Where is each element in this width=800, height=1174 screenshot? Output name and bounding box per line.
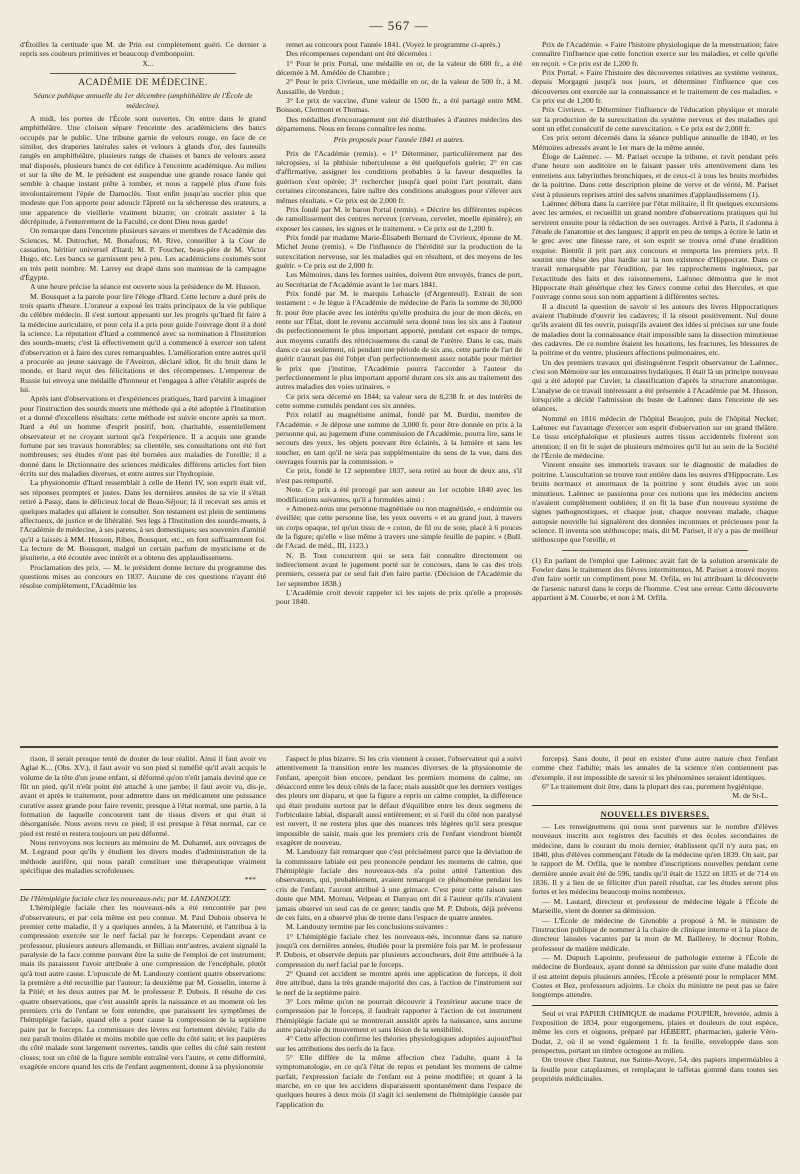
paragraph: 2° Quand cet accident se montre après une application de forceps, il doit être attribué, dans la très grande majorité des cas, à l'action de l'instrument sur le nerf de la septième paire. [276, 968, 522, 997]
column-2 [276, 40, 522, 740]
paragraph: Des récompenses cependant ont été décernées : [286, 49, 432, 59]
paragraph: d'Étoilles la certitude que M. de Prin est complètement guéri. Ce dernier a repris ses couleurs primitives et beaucoup d'embonpoint. [20, 40, 266, 59]
paragraph: Ces prix seront décernés dans la séance publique annuelle de 1840, et les Mémoires adressés avant le 1er mars de la même année. [532, 133, 778, 152]
paragraph: Prix Portal. « Faire l'histoire des découvertes relatives au système veineux, depuis Morgagni jusqu'à nos jours, et déterminer l'influence que ces découvertes ont exercée sur la connaissance et le traitement de ces maladies. » Ce prix est de 1,200 fr. [532, 68, 778, 106]
divider [562, 550, 748, 551]
column-3 [532, 40, 778, 740]
prize-list [276, 149, 522, 607]
column-3-body [532, 40, 778, 545]
top-columns [20, 40, 778, 740]
column-1-body [20, 114, 266, 591]
news-heading: NOUVELLES DIVERSES. [600, 808, 710, 819]
divider [50, 73, 236, 74]
ad-text: On trouve chez l'auteur, rue Sainte-Avoye, 54, des papiers imperméables à la feuille pour cataplasmes, et remplaçant le taffetas gommé dans toutes ses propriétés médicinales. [532, 1055, 778, 1083]
column-4 [20, 754, 266, 1174]
paragraph: 4° Cette affection confirme les théories physiologiques adoptées aujourd'hui sur les attributions des nerfs de la face. [276, 1034, 522, 1053]
column-2-body [276, 40, 522, 133]
paragraph: A midi, les portes de l'École sont ouvertes. On entre dans le grand amphithéâtre. Une cloison sépare l'enceinte des académiciens des bancs occupés par le public. Une tribune garnie de velours rouge, en face de ce similor, des draperies latérales sales et velours à glands d'or, des fauteuils rangés en amphithéâtre, plusieurs rangs de chaises et bancs de velours assez mal disposés, plusieurs bancs de cet édifice à l'enceinte académique. Au milieu et sur la tête de M. le président est suspendue une grande rosace fanée qui semble à chaque instant prête à tomber, et nous a rappelé plus d'une fois involontairement l'épée de Damoclès. Tout enfin jusqu'au sucrier plus que modeste que l'on apporte pour adoucir l'âpreté ou la sécheresse des orateurs, a une apparence de vieillerie vraiment bizarre; on croirait assister à la décrépitude, à l'enterrement de la Faculté, ce dont Dieu nous garde! [20, 114, 266, 226]
paragraph: Vinrent ensuite ses immortels travaux sur le diagnostic de maladies de poitrine. L'auscultation se trouve tout entière dans les œuvres d'Hippocrate. Les bruits normaux et anormaux de la poitrine y sont étudiés avec un soin minutieux. Laënnec se passionna pour ces notions que les médecins anciens n'avaient complètement oubliées; il en fit la base d'un nouveau système de signes pathognostiques, et chaque jour, chaque nouveau malade, chaque autopsie nouvelle lui signalèrent des données inconnues et précieuses pour la science. Il inventa son stéthoscope; mais, dit M. Pariset, il n'y a pas de meilleur stéthoscope que l'oreille, et [532, 460, 778, 545]
footnote: (1) En parlant de l'emploi que Laënnec avait fait de la solution arsenicale de Fowler dans le traitement des fièvres intermittentes, M. Pariset a trouvé moyen d'en faire sortir un compliment pour M. Orfila, en lui attribuant la découverte de l'arsenic naturel dans le corps de l'homme. C'est une erreur. Cette découverte appartient à M. Couerbe, et non à M. Orfila. [532, 555, 778, 602]
paragraph: 1° Pour le prix Portal, une médaille en or, de la valeur de 600 fr., a été décernée à M. Amédée de Chambre ; [276, 58, 522, 78]
paragraph: L'Académie croit devoir rappeler ici les sujets de prix qu'elle a proposés pour 1840. [276, 587, 522, 607]
paragraph: M. Landouzy termine par les conclusions suivantes : [286, 922, 448, 932]
advertisement [532, 1005, 778, 1084]
paragraph: Prix fondé par M. le baron Portal (remis). « Décrire les différentes espèces de ramollissement des centres nerveux (cerveau, cervelet, moelle épinière); en exposer les causes, les signes et le traitement. » Ce prix est de 1,200 fr. [276, 204, 522, 233]
paragraph: La physionomie d'Itard ressemblait à celle de Henri IV, son esprit était vif, ses réponses promptes et justes. Dans les dernières années de sa vie il s'était retiré à Passy, dans le délicieux local de Beau-Séjour; là il recevait ses amis et quelques malades qui allaient le consulter. Son testament est plein de sentimens affectueux, de justice et de libéralité. Ses legs à l'Institution des sourds-muets, à l'Académie de médecine, à ses parens, à ses domestiques; ses souvenirs d'amitié qu'il a laissés à MM. Husson, Ribes, Bousquet, etc., en font suffisamment foi. La lecture de M. Bousquet, malgré un certain parfum de mysticisme et de jésuiterie, a été écoutée avec intérêt et a obtenu des applaudissemens. [20, 478, 266, 563]
paragraph: 5° Elle diffère de la même affection chez l'adulte, quant à la symptomatologie, en ce qu'à l'état de repos et pendant les momens de calme parfait, l'expression faciale de l'enfant est à peine modifiée; et quant à la marche, en ce que les accidens disparaissent spontanément dans l'espace de quelques heures à deux mois (il s'agit ici seulement de l'hémiplégie causée par l'application du [276, 1053, 522, 1109]
paragraph: Ce prix, fondé le 12 septembre 1837, sera retiré au bout de deux ans, s'il n'est pas remporté. [276, 466, 522, 485]
paragraph: Après tant d'observations et d'expériences pratiques, Itard parvint à imaginer pour l'instruction des sourds muets une méthode qui a été adoptée à l'Institution et a donné d'excellens résultats: cette méthode est suivie encore après sa mort. Itard a été un homme d'esprit positif, bon, charitable, essentiellement observateur et ne croyant surtout qu'à l'expérience. Il a acquis une grande fortune par ses travaux honorables; sa clientèle, ses consultations ont été fort nombreuses; ses études n'ont pas été bornées aux maladies de l'oreille; il a donné dans le Dictionnaire des sciences médicales différens articles fort bien écrits sur des maladies diverses, et entre autres sur l'hydropisie. [20, 394, 266, 479]
paragraph: Ce prix sera décerné en 1844; sa valeur sera de 8,238 fr. et des intérêts de cette somme cumulés pendant ces six années. [276, 391, 522, 411]
signature: M. de Sr-L. [732, 791, 768, 801]
paragraph: 3° Le prix de vaccine, d'une valeur de 1500 fr., a été partagé entre MM. Boisson, Clermont et Thomas. [276, 96, 522, 115]
paragraph: Prix de l'Académie. « Faire l'histoire physiologique de la menstruation; faire connaître l'influence que cette fonction exerce sur les maladies, et celle qu'elle en reçoit. » Ce prix est de 1,200 fr. [532, 40, 778, 68]
prize-heading: Prix proposés pour l'année 1841 et autres. [333, 135, 465, 145]
paragraph: 2° Pour le prix Civrieux, une médaille en or, de la valeur de 500 fr., à M. Aussaille, de Verdun ; [276, 77, 522, 96]
section-subtitle: Séance publique annuelle du 1er décembre (amphithéâtre de l'École de médecine). [33, 91, 253, 110]
paragraph: Prix fondé par M. le marquis Lebascle (d'Argenteuil). Extrait de son testament : « Je lègue à l'Académie de médecine de Paris la somme de 30,000 fr. pour être placée avec les intérêts qu'elle produira du jour de mon décès, en rente sur l'État, dont le revenu accumulé sera donné tous les six ans à l'auteur du perfectionnement le plus important apporté, pendant cet espace de temps, aux moyens curatifs des rétrécissemens du canal de l'urètre. Dans le cas, mais dans ce cas seulement, où pendant une période de six ans, cette partie de l'art de guérir n'aurait pas été l'objet d'un perfectionnement assez notable pour mériter le prix que j'institue, l'Académie pourra l'accorder à l'auteur du perfectionnement le plus important apporté durant ces six ans au traitement des autres maladies des voies urinaires. » [276, 288, 522, 392]
column-1 [20, 40, 266, 740]
paragraph: Prix relatif au magnétisme animal, fondé par M. Burdin, membre de l'Académie. « Je dépose une somme de 3,000 fr. pour être donnée en prix à la personne qui, au jugement d'une commission de l'Académie, pourra lire, sans le secours des yeux, les objets pouvant être éclairés, à la lumière et sans les toucher, en tant qu'il ne sera pas supplémentaire du sens de la vue, dans des ouvrages fournis par la commission. » [276, 410, 522, 467]
paragraph: M. Landouzy fait remarquer que c'est précisément parce que la déviation de la commissure labiale est peu prononcée pendant les momens de calme, que l'hémiplégie faciale des nouveaux-nés n'a point attiré l'attention des observateurs, qui, probablement, avaient remarqué ce phénomène pendant les cris de l'enfant, l'auront attribué à une grimace. C'est pour cette raison sans doute que MM. Moreau, Velpeau et Danyau ont dit à l'auteur qu'ils n'avaient jamais observé un seul cas de ce genre; tandis que M. P. Dubois, déjà prévenu de ces faits, en a observé plus de trente dans l'espace de quatre années. [276, 847, 522, 922]
page-number: — 567 — [369, 18, 429, 33]
paragraph: — M. Dupuch Lapointe, professeur de pathologie externe à l'École de médecine de Bordeaux, ayant donné sa démission par suite d'une maladie dont il est atteint depuis plusieurs années, l'École a présenté pour le remplacer MM. Costes et Bez, professeurs adjoints. Le choix du ministre ne peut pas se faire longtemps attendre. [532, 952, 778, 1000]
paragraph: Des médailles d'encouragement ont été distribuées à d'autres médecins des départemens. Nous en ferons connaître les noms. [276, 114, 522, 134]
paragraph: On remarque dans l'enceinte plusieurs savans et membres de l'Académie des Sciences, M. Dutrochet, M. Bonafous; M. Rive, conseiller à la Cour de cassation, héritier universel d'Itard; M. P. Foucher, beau-père de M. Victor Hugo, etc. Les bancs se garnissent peu à peu. Les académiciens costumés sont en très petit nombre. M. Larrey est drapé dans son manteau de la campagne d'Égypte. [20, 226, 266, 282]
paragraph: forceps). Sans doute, il peut en exister d'une autre nature chez l'enfant comme chez l'adulte; mais les annales de la science n'en contiennent pas d'exemple, il est impossible de savoir si les phénomènes seraient identiques. [532, 754, 778, 782]
paragraph: 6° Le traitement doit être, dans la plupart des cas, purement hygiénique. [542, 782, 764, 792]
paragraph: rison, il serait presque tenté de douter de leur réalité. Ainsi il faut avoir vu Aglaé K... (Obs. XV.), il faut avoir vu son pied si tuméfié qu'il avait acquis le volume de la tête d'un jeune enfant, si déformé qu'on n'eût jamais deviné que ce fût un pied, qu'il n'eût point été attaché à une jambe; il faut avoir vu, dis-je, avant et après le traitement, pour admettre dans un médicament une puissance curative assez grande pour faire revenir, presque à l'état normal, une partie, à la formation de laquelle concourent tant de tissus divers et qui était si désorganisée. Nous avons revu ce pied; il est presque à l'état normal, car ce pied est resté et restera toujours un peu déformé. [20, 754, 266, 838]
horizontal-rule [20, 746, 778, 748]
paragraph: remet au concours pour l'année 1841. (Voyez le programme ci-après.) [286, 40, 501, 49]
paragraph: L'hémiplégie faciale chez les nouveaux-nés a été rencontrée par peu d'observateurs, et par cela même est peu connue. M. Paul Dubois observa le premier cette maladie, il y a quelques années, à la Maternité, et l'attribua à la compression exercée sur le nerf facial par le forceps. Cependant avant ce professeur, plusieurs auteurs allemands, et Billiau entr'autres, avaient signalé la paralysie de la face comme pouvant être la suite de l'emploi de cet instrument; mais ils paraissent l'avoir attribuée à une compression de l'encéphale, plutôt qu'à tout autre cause. L'opuscule de M. Landouzy contient quatre observations: la première a été recueillie par l'auteur; la deuxième par M. Gosselin, interne à la Pitié; et les deux autres par M. le professeur P. Dubois. Il résulte de ces quatre observations, que c'est aussitôt après la naissance et au moment où les premiers cris de l'enfant se font entendre, que paraissent les symptômes de l'hémiplégie faciale, quand elle a pour cause la compression de la septième paire par le forceps. La commissure des lèvres est fortement déviée; l'aile du nez paraît moins dilatée et moins mobile que celle du côté sain; et les paupières du côté malade sont largement ouvertes, tandis que celles du côté sain restent closes; tout un côté de la figure semble entraîné vers l'autre, et cette difformité, exagérée encore quand les cris de l'enfant augmentent, donne à sa physionomie [20, 903, 266, 1071]
signature: X... [142, 58, 154, 68]
paragraph: Nous renvoyons nos lecteurs au mémoire de M. Duhamel, aux ouvrages de M. Legrand pour qu'ils y étudient les divers modes d'administration de la méthode aurifère, qui nous paraît constituer une thérapeutique vraiment spécifique des maladies scrofuleuses. [20, 838, 266, 876]
paragraph: Un des premiers travaux qui distinguèrent l'esprit observateur de Laënnec, c'est son Mémoire sur les entozoaires hydatiques. Il était là un principe nouveau qui a été adopté par Cuvier, la classification d'après la structure anatomique. L'analyse de ce travail intéressant a été présentée à l'Académie par M. Husson, lorsqu'elle a décidé l'admission du buste de Laënnec dans l'enceinte de ses séances. [532, 357, 778, 414]
column-6-body [532, 754, 778, 791]
paragraph: « Amenez-nous une personne magnétisée ou non magnétisée, « endormie ou éveillée; que cette personne lise, les yeux ouverts « et au grand jour, à travers un corps opaque, tel qu'un tissu de « coton, de fil ou de soie, placé à 6 pouces de la figure; qu'elle « lise même à travers une simple feuille de papier. » (Bull. de l'Acad. de méd., III, 1123.) [276, 503, 522, 551]
paragraph: l'aspect le plus bizarre. Si les cris viennent à cesser, l'observateur qui a suivi attentivement la transition entre les nuances diverses de la physionomie de l'enfant, aperçoit bien encore, pendant les premiers momens de calme, un désaccord entre les deux côtés de la face; mais aussitôt que les derniers vestiges des pleurs ont disparu, et que la figure a repris un calme complet, la différence qui était produite surtout par le défaut d'équilibre entre les deux segmens de l'orbiculaire labial, disparaît aussi entièrement; et si l'œil du côté non paralysé est ouvert, il ne restera plus que des nuances très légères qu'il sera presque impossible de saisir, mais que les premiers cris de l'enfant viendront bientôt exagérer de nouveau. [276, 754, 522, 848]
paragraph: Proclamation des prix. — M. le président donne lecture du programme des questions mises au concours en 1837. Aucune de ces questions n'ayant été résolue complètement, l'Académie les [20, 562, 266, 591]
paragraph: Prix Civrieux. « Déterminer l'influence de l'éducation physique et morale sur la production de la surexcitation du système nerveux et des maladies qui sont un effet consécutif de cette surexcitation. » Ce prix est de 2,000 fr. [532, 105, 778, 134]
column-4-body [20, 754, 266, 875]
news-list [532, 822, 778, 1000]
paragraph: — M. Lautard, directeur et professeur de médecine légale à l'École de Marseille, vient de donner sa démission. [532, 896, 778, 916]
paragraph: Éloge de Laënnec. — M. Pariset occupe la tribune, et ravit pendant près d'une heure son auditoire en le faisant passer très attentivement dans les entretiens aux labyrinthes bronchiques, et de ceux-ci à tous les bruits morbides de la poitrine. Dans cette description pleine de verve et de vérité, M. Pariset s'est à plusieurs reprises attiré des salves unanimes d'applaudissemens (1). [532, 152, 778, 199]
article-title: De l'Hémiplégie faciale chez les nouveaux-nés; par M. LANDOUZY. [20, 893, 232, 903]
column-5-body [276, 754, 522, 1109]
paragraph: — Les renseignemens qui nous sont parvenus sur le nombre d'élèves nouveaux inscrits aux registres des facultés et des écoles secondaires de médecine, dans le courant du mois dernier, établissent qu'il n'y aura pas, en 1840, plus d'élèves commençant l'étude de la médecine qu'en 1839. On sait, par le rapport de M. Orfila, que le nombre d'inscriptions nouvelles pendant cette dernière année avait été de 596, tandis qu'il était de 1522 en 1835 et de 714 en 1836. Il y a lieu de se féliciter d'un pareil résultat, car les études seront plus fortes et les médecins beaucoup moins nombreux. [532, 822, 778, 897]
paragraph: Il a discuté la question de savoir si les auteurs des livres Hippocratiques avaient l'habitude d'ouvrir les cadavres; il la résout positivement. Nul doute qu'ils avaient dû les ouvrir, puisqu'ils avaient des idées si précises sur une foule de maladies dont la connaissance était impossible sans la dissection minutieuse des cadavres. De ce nombre étaient les luxations, les fractures, les blessures de la poitrine et du ventre, plusieurs affections pulmonaires, etc. [532, 301, 778, 358]
divider [20, 889, 266, 890]
bottom-columns [20, 754, 778, 1174]
paragraph: Prix fondé par madame Marie-Élisabeth Bernard de Civrieux, épouse de M. Michel Jeune (remis). « De l'influence de l'hérédité sur la production de la surexcitation nerveuse, sur les maladies qui en résultent, et des moyens de les guérir. » Ce prix est de 2,000 fr. [276, 232, 522, 270]
paragraph: Les Mémoires, dans les formes usitées, doivent être envoyés, francs de port, au Secrétariat de l'Académie avant le 1er mars 1841. [276, 270, 522, 289]
article-body [20, 903, 266, 1071]
paragraph: M. Bousquet a la parole pour lire l'éloge d'Itard. Cette lecture a duré près de trois quarts d'heure. L'orateur a exposé les traits principaux de la vie publique du célèbre médecin. Il s'est surtout appesanti sur les progrès qu'Itard fit faire à la médecine auriculaire, et pour cela il a pris pour guide l'ouvrage dont il a doté la science. La réputation d'Itard a commencé avec sa nomination à l'Institution des sourds-muets; c'est là effectivement qu'il a commencé à exercer son talent d'observation et à faire des cures remarquables. L'amélioration entre autres qu'il a procurée au jeune sauvage de l'Aveiron, déclaré idiot, fit du bruit dans le monde, et Itard reçut des félicitations et des récompenses. L'empereur de Russie lui envoya une médaille d'honneur et l'engagea à aller s'établir auprès de lui. [20, 291, 266, 395]
paragraph: N. B. Tout concurrent qui se sera fait connaître directement ou indirectement avant le jugement porté sur le concours, dans le cas des trois premiers, cessera par ce seul fait d'en faire partie. (Décision de l'Académie du 1er septembre 1838.) [276, 550, 522, 588]
paragraph: 1° L'hémiplégie faciale chez les nouveaux-nés, inconnue dans sa nature jusqu'à ces dernières années, étudiée pour la première fois par M. le professeur P. Dubois, et observée depuis par plusieurs accoucheurs, doit être attribuée à la compression du nerf facial par le forceps. [276, 931, 522, 969]
paragraph: — L'École de médecine de Grenoble a proposé à M. le ministre de l'instruction publique de nommer à la chaire de clinique interne et à la place de directeur laissées vacantes par la mort de M. Baillerey, le docteur Robin, professeur de matière médicale. [532, 915, 778, 953]
separator-stars: *** [244, 875, 256, 885]
paragraph: Laënnec débuta dans la carrière par l'état militaire, il fit quelques excursions avec les armées, et recueillit un grand nombre d'observations pratiques qui lui servirent ensuite pour la rédaction de ses ouvrages. Arrivé à Paris, il s'adonna à l'étude de l'anatomie et des langues; il apprit en peu de temps à écrire le latin et le grec avec une finesse rare, et son esprit se trouva orné d'une érudition exquise. Bientôt il prit part aux concours et remporta les premiers prix. Il soutint une thèse des plus hardie sur la non existence d'Hippocrate. Dans ce travail remarquable par l'érudition, par les rapprochemens ingénieux, par l'exactitude des faits et des raisonnemens, Laënnec démontra que le mot Hippocrate était générique chez les Grecs comme celui des Hercules, et que l'ouvrage connu sous son nom appartient à différentes sectes. [532, 198, 778, 302]
paragraph: Note. Ce prix a été prorogé par son auteur au 1er octobre 1840 avec les modifications suivantes, qu'il a formulées ainsi : [276, 485, 522, 504]
section-title: ACADÉMIE DE MÉDECINE. [78, 78, 208, 89]
paragraph: 3° Lors même qu'on ne pourrait découvrir à l'extérieur aucune trace de compression par le forceps, il faudrait rapporter à l'action de cet instrument l'hémiplégie faciale qui se montrerait aussitôt après la naissance, sans aucune autre paralysie du mouvement et sans lésion de la sensibilité. [276, 996, 522, 1034]
paragraph: Prix de l'Académie (remis). « 1° Déterminer, particulièrement par des nécropsies, si la phthisie tuberculeuse a été quelquefois guérie; 2° en cas d'affirmative, assigner les conditions probables à la faveur desquelles la guérison s'est opérée; 3° rechercher jusqu'à quel point l'art pourrait, dans certaines circonstances, faire naître des conditions analogues pour s'élever aux mêmes résultats. » Ce prix est de 2,000 fr. [276, 148, 522, 205]
column-6 [532, 754, 778, 1174]
ad-text: Seul et vrai PAPIER CHIMIQUE de madame POUPIER, brevetée, admis à l'exposition de 1834, pour engorgemens, plaies et douleurs de tout espèce, même les cors et oignons, préparé par HÉBERT, pharmacien, galerie Véro-Dodat, 2, où il se vend également 1 fr. la feuille, enveloppée dans son prospectus, portant un timbre octogone au milieu. [532, 1008, 778, 1055]
paragraph: A une heure précise la séance est ouverte sous la présidence de M. Husson. [30, 282, 261, 292]
paragraph: Nommé en 1816 médecin de l'hôpital Beaujon, puis de l'hôpital Necker, Laënnec eut l'avantage d'exercer son esprit d'observation sur un grand théâtre. Le tissu encéphaloïque et plusieurs autres tissus accidentels fixèrent son attention; il en fit le sujet de plusieurs mémoires qu'il lut au sein de la Société de l'École de médecine. [532, 413, 778, 461]
column-5 [276, 754, 522, 1174]
divider [532, 805, 778, 806]
